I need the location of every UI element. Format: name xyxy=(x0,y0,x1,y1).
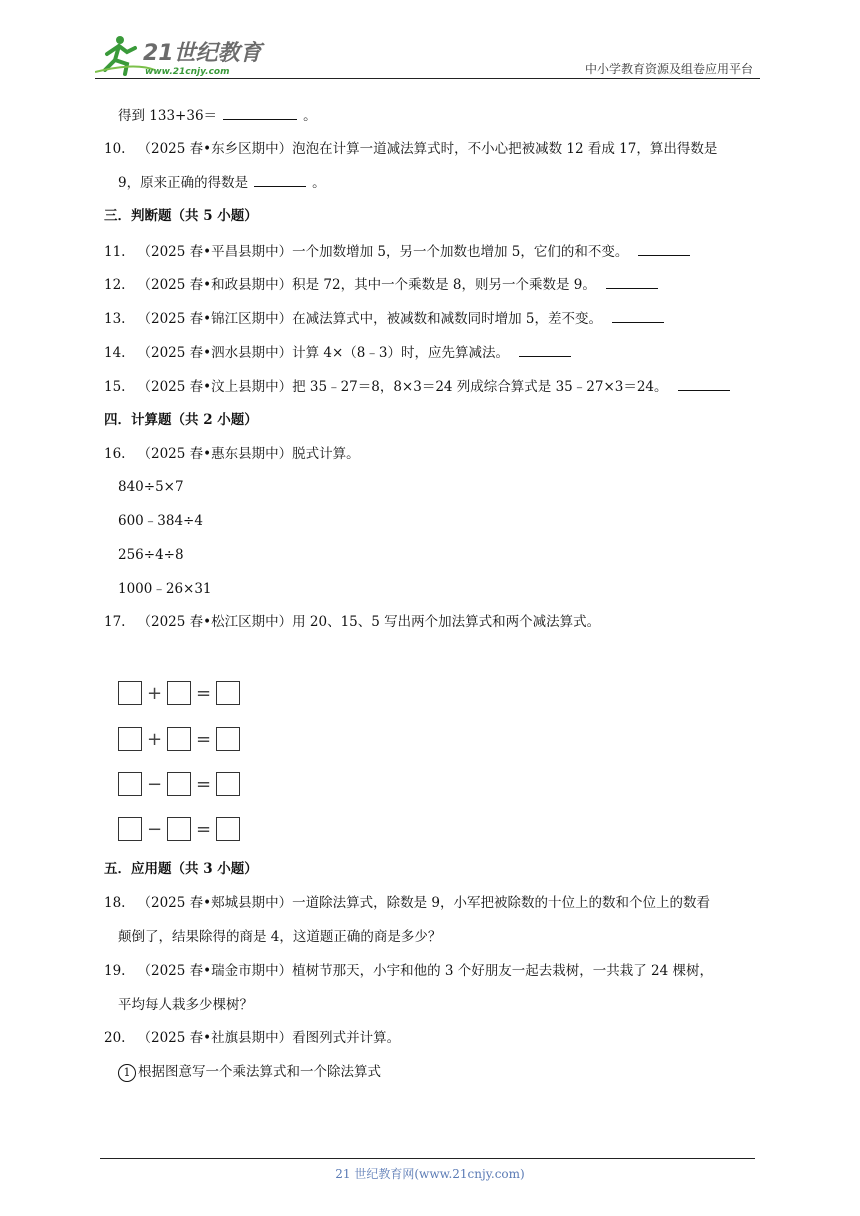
logo-icon xyxy=(95,32,265,78)
answer-blank xyxy=(612,308,664,323)
plus-sign: + xyxy=(146,728,163,750)
question-number: 13. xyxy=(104,311,126,327)
answer-blank xyxy=(606,274,658,289)
question-text: （2025 春•锦江区期中）在减法算式中，被减数和减数同时增加 5，差不变。 xyxy=(137,311,602,327)
equals-sign: = xyxy=(195,682,212,704)
answer-box[interactable] xyxy=(118,727,142,751)
question-text: （2025 春•平昌县期中）一个加数增加 5，另一个加数也增加 5，它们的和不变。 xyxy=(137,244,629,260)
equation-row-sub-1 xyxy=(118,772,240,798)
question-19 xyxy=(104,961,713,981)
question-number: 10. xyxy=(104,141,126,157)
expression-1: 840÷5×7 xyxy=(118,479,184,495)
footer-text: 21 世纪教育网(www.21cnjy.com) xyxy=(335,1167,525,1181)
question-text: （2025 春•社旗县期中）看图列式并计算。 xyxy=(137,1030,401,1046)
answer-box[interactable] xyxy=(167,727,191,751)
question-number: 15. xyxy=(104,379,126,395)
period: 。 xyxy=(312,175,326,191)
answer-box[interactable] xyxy=(167,817,191,841)
question-text: （2025 春•松江区期中）用 20、15、5 写出两个加法算式和两个减法算式。 xyxy=(137,614,601,630)
answer-box[interactable] xyxy=(167,681,191,705)
equals-sign: = xyxy=(195,773,212,795)
question-text: （2025 春•东乡区期中）泡泡在计算一道减法算式时，不小心把被减数 12 看成 17，算出得数是 xyxy=(137,141,718,157)
answer-box[interactable] xyxy=(167,772,191,796)
question-19-cont: 平均每人栽多少棵树？ xyxy=(118,997,253,1013)
question-18-cont: 颠倒了，结果除得的商是 4，这道题正确的商是多少？ xyxy=(118,929,442,945)
page-header xyxy=(95,30,760,80)
plus-sign: + xyxy=(146,682,163,704)
equals-sign: = xyxy=(195,728,212,750)
equation-row-sub-2 xyxy=(118,817,240,843)
equation-row-add-2 xyxy=(118,727,240,753)
section-5-title: 五．应用题（共 3 小题） xyxy=(104,861,258,877)
question-text: （2025 春•和政县期中）积是 72，其中一个乘数是 8，则另一个乘数是 9。 xyxy=(137,277,596,293)
line-1 xyxy=(118,105,317,126)
answer-box[interactable] xyxy=(216,817,240,841)
minus-sign: − xyxy=(146,773,163,795)
answer-blank xyxy=(678,376,730,391)
question-number: 19. xyxy=(104,963,126,979)
question-11 xyxy=(104,241,696,262)
footer-divider xyxy=(100,1158,755,1159)
question-20-sub-1 xyxy=(118,1062,381,1082)
equation-row-add-1 xyxy=(118,681,240,707)
question-text: （2025 春•泗水县期中）计算 4×（8﹣3）时，应先算减法。 xyxy=(137,345,509,361)
circled-number: 1 xyxy=(118,1064,136,1082)
question-number: 18. xyxy=(104,895,126,911)
question-12 xyxy=(104,274,664,295)
question-16 xyxy=(104,444,360,464)
question-number: 12. xyxy=(104,277,126,293)
answer-blank xyxy=(254,172,306,187)
question-14 xyxy=(104,342,577,363)
question-text: （2025 春•惠东县期中）脱式计算。 xyxy=(137,446,360,462)
svg-text:21世纪教育: 21世纪教育 xyxy=(143,41,262,66)
answer-box[interactable] xyxy=(118,817,142,841)
question-text: （2025 春•汶上县期中）把 35﹣27＝8，8×3＝24 列成综合算式是 35﹣27×3＝24。 xyxy=(137,379,668,395)
answer-box[interactable] xyxy=(118,772,142,796)
expression-3: 256÷4÷8 xyxy=(118,547,184,563)
section-3-title: 三．判断题（共 5 小题） xyxy=(104,208,258,224)
question-number: 16. xyxy=(104,446,126,462)
question-text: （2025 春•郏城县期中）一道除法算式，除数是 9，小军把被除数的十位上的数和个位上的数看 xyxy=(137,895,710,911)
platform-name: 中小学教育资源及组卷应用平台 xyxy=(584,62,753,76)
question-number: 17. xyxy=(104,614,126,630)
question-18 xyxy=(104,893,710,913)
question-17 xyxy=(104,612,600,632)
expression-4: 1000﹣26×31 xyxy=(118,581,212,597)
answer-box[interactable] xyxy=(216,727,240,751)
question-text: 9，原来正确的得数是 xyxy=(118,175,249,191)
question-15 xyxy=(104,376,736,397)
svg-text:www.21cnjy.com: www.21cnjy.com xyxy=(145,67,230,77)
header-divider xyxy=(95,78,760,79)
answer-blank xyxy=(223,105,297,120)
minus-sign: − xyxy=(146,818,163,840)
question-number: 20. xyxy=(104,1030,126,1046)
equals-sign: = xyxy=(195,818,212,840)
answer-blank xyxy=(638,241,690,256)
section-4-title: 四．计算题（共 2 小题） xyxy=(104,412,258,428)
q9-continued: 得到 133+36＝ xyxy=(118,108,218,124)
expression-2: 600﹣384÷4 xyxy=(118,513,203,529)
sub-question-text: 根据图意写一个乘法算式和一个除法算式 xyxy=(138,1064,381,1080)
question-10-cont xyxy=(118,172,326,193)
question-13 xyxy=(104,308,670,329)
question-number: 14. xyxy=(104,345,126,361)
period: 。 xyxy=(303,108,317,124)
question-text: （2025 春•瑞金市期中）植树节那天，小宇和他的 3 个好朋友一起去栽树，一共栽了 24 棵树， xyxy=(137,963,714,979)
answer-box[interactable] xyxy=(118,681,142,705)
question-20 xyxy=(104,1028,400,1048)
answer-box[interactable] xyxy=(216,681,240,705)
question-number: 11. xyxy=(104,244,126,260)
answer-box[interactable] xyxy=(216,772,240,796)
answer-blank xyxy=(519,342,571,357)
question-10 xyxy=(104,139,717,159)
